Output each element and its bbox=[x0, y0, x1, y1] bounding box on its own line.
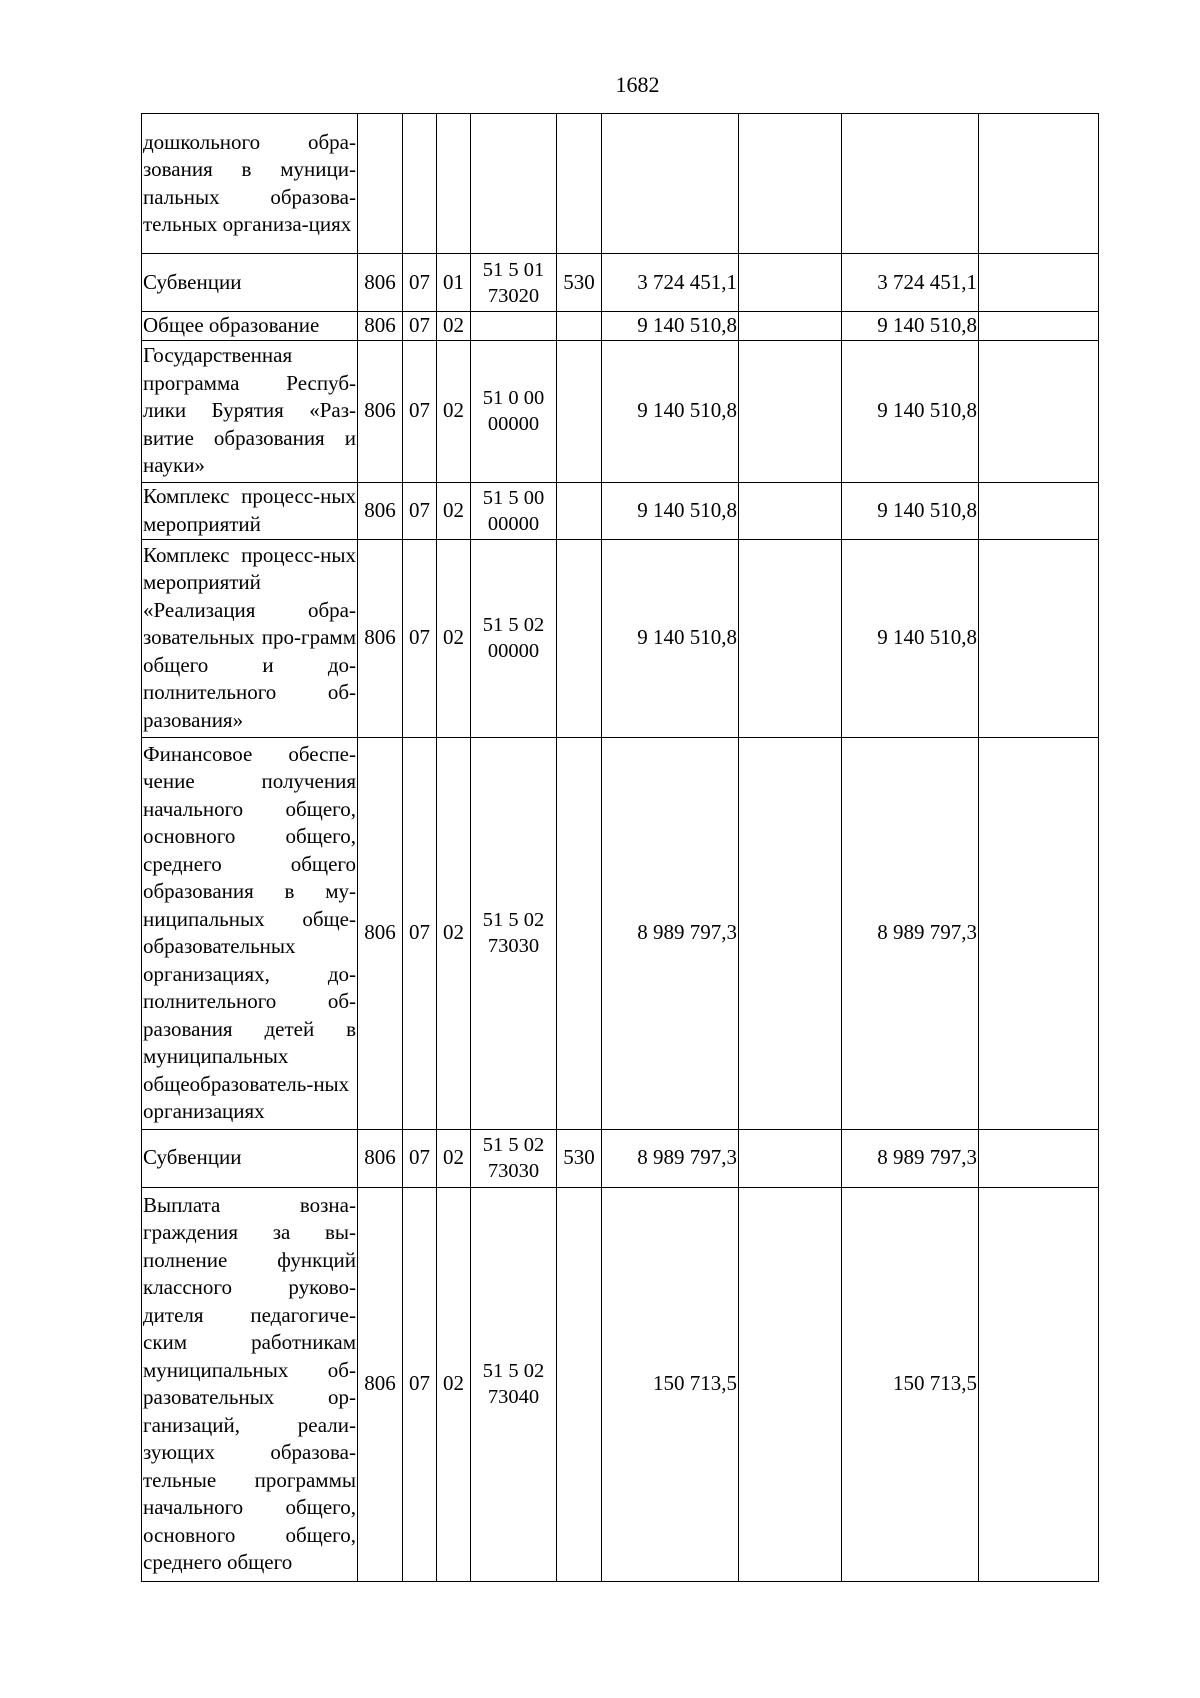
target-article-part1: 51 5 02 bbox=[482, 1360, 545, 1382]
empty-cell bbox=[739, 737, 842, 1129]
empty-cell bbox=[739, 114, 842, 254]
target-article-part2: 73040 bbox=[487, 1386, 540, 1408]
empty-cell bbox=[979, 1187, 1099, 1581]
target-article-part1: 51 0 00 bbox=[482, 387, 545, 409]
target-article-code bbox=[471, 340, 557, 482]
table-row bbox=[142, 1187, 1099, 1581]
amount-total: 8 989 797,3 bbox=[842, 737, 979, 1129]
amount: 150 713,5 bbox=[602, 1187, 739, 1581]
admin-code: 806 bbox=[358, 737, 403, 1129]
empty-cell bbox=[979, 1129, 1099, 1187]
section-code: 07 bbox=[403, 539, 437, 737]
subsection-code: 01 bbox=[437, 254, 471, 312]
section-code: 07 bbox=[403, 482, 437, 539]
admin-code: 806 bbox=[358, 482, 403, 539]
empty-cell bbox=[979, 482, 1099, 539]
section-code: 07 bbox=[403, 1187, 437, 1581]
subsection-code: 02 bbox=[437, 737, 471, 1129]
empty-cell bbox=[739, 1187, 842, 1581]
expense-type-code: 530 bbox=[557, 254, 602, 312]
expense-type-code: 530 bbox=[557, 1129, 602, 1187]
table-row bbox=[142, 737, 1099, 1129]
empty-cell bbox=[979, 254, 1099, 312]
target-article-part2: 00000 bbox=[487, 413, 540, 435]
expense-type-code bbox=[557, 737, 602, 1129]
target-article-part1: 51 5 02 bbox=[482, 909, 545, 931]
expense-type-code bbox=[557, 539, 602, 737]
amount: 8 989 797,3 bbox=[602, 1129, 739, 1187]
empty-cell bbox=[979, 114, 1099, 254]
admin-code: 806 bbox=[358, 1187, 403, 1581]
target-article-code bbox=[471, 482, 557, 539]
expense-type-code bbox=[557, 1187, 602, 1581]
section-code: 07 bbox=[403, 254, 437, 312]
subsection-code: 02 bbox=[437, 1129, 471, 1187]
expense-type-code bbox=[557, 114, 602, 254]
subsection-code: 02 bbox=[437, 312, 471, 341]
target-article-part2: 73030 bbox=[487, 935, 540, 957]
target-article-code bbox=[471, 1187, 557, 1581]
item-name: Субвенции bbox=[142, 254, 358, 312]
amount-total: 9 140 510,8 bbox=[842, 312, 979, 341]
empty-cell bbox=[739, 254, 842, 312]
empty-cell bbox=[739, 312, 842, 341]
amount: 8 989 797,3 bbox=[602, 737, 739, 1129]
amount bbox=[602, 114, 739, 254]
section-code: 07 bbox=[403, 340, 437, 482]
amount: 3 724 451,1 bbox=[602, 254, 739, 312]
item-name: Комплекс процесс-ных мероприятий «Реализация обра-зовательных про-грамм общего и до-полнительного об-разования» bbox=[142, 539, 358, 737]
empty-cell bbox=[739, 539, 842, 737]
budget-table bbox=[141, 113, 1099, 1582]
item-name: дошкольного обра-зования в муници-пальных образова-тельных организа-циях bbox=[142, 114, 358, 254]
admin-code bbox=[358, 114, 403, 254]
empty-cell bbox=[739, 482, 842, 539]
admin-code: 806 bbox=[358, 539, 403, 737]
section-code: 07 bbox=[403, 312, 437, 341]
page-number: 1682 bbox=[615, 72, 660, 97]
subsection-code: 02 bbox=[437, 340, 471, 482]
expense-type-code bbox=[557, 482, 602, 539]
subsection-code: 02 bbox=[437, 539, 471, 737]
item-name: Финансовое обеспе-чение получения начального общего, основного общего, среднего общего образования в му-ниципальных обще-образовательных организациях, до-полнительного об-разования детей в муниципальных общеобразователь-ных организациях bbox=[142, 737, 358, 1129]
section-code: 07 bbox=[403, 1129, 437, 1187]
amount-total: 9 140 510,8 bbox=[842, 340, 979, 482]
table-row bbox=[142, 539, 1099, 737]
amount-total: 9 140 510,8 bbox=[842, 482, 979, 539]
target-article-code bbox=[471, 114, 557, 254]
table-row bbox=[142, 114, 1099, 254]
admin-code: 806 bbox=[358, 340, 403, 482]
admin-code: 806 bbox=[358, 254, 403, 312]
amount-total: 3 724 451,1 bbox=[842, 254, 979, 312]
table-row bbox=[142, 254, 1099, 312]
table-row bbox=[142, 340, 1099, 482]
expense-type-code bbox=[557, 312, 602, 341]
target-article-part1: 51 5 01 bbox=[482, 258, 545, 281]
amount-total: 9 140 510,8 bbox=[842, 539, 979, 737]
section-code: 07 bbox=[403, 737, 437, 1129]
target-article-code bbox=[471, 254, 557, 312]
amount: 9 140 510,8 bbox=[602, 312, 739, 341]
empty-cell bbox=[979, 539, 1099, 737]
item-name: Комплекс процесс-ных мероприятий bbox=[142, 482, 358, 539]
empty-cell bbox=[979, 312, 1099, 341]
expense-type-code bbox=[557, 340, 602, 482]
admin-code: 806 bbox=[358, 1129, 403, 1187]
amount-total: 8 989 797,3 bbox=[842, 1129, 979, 1187]
empty-cell bbox=[979, 340, 1099, 482]
amount: 9 140 510,8 bbox=[602, 482, 739, 539]
target-article-part2: 00000 bbox=[487, 512, 540, 535]
table-row bbox=[142, 482, 1099, 539]
target-article-part2: 00000 bbox=[487, 640, 540, 662]
table-row bbox=[142, 1129, 1099, 1187]
target-article-part2: 73030 bbox=[487, 1160, 540, 1182]
amount-total bbox=[842, 114, 979, 254]
admin-code: 806 bbox=[358, 312, 403, 341]
subsection-code: 02 bbox=[437, 1187, 471, 1581]
target-article-part1: 51 5 00 bbox=[482, 486, 545, 509]
subsection-code bbox=[437, 114, 471, 254]
item-name: Субвенции bbox=[142, 1129, 358, 1187]
target-article-part2: 73020 bbox=[487, 284, 540, 307]
empty-cell bbox=[979, 737, 1099, 1129]
empty-cell bbox=[739, 1129, 842, 1187]
empty-cell bbox=[739, 340, 842, 482]
amount-total: 150 713,5 bbox=[842, 1187, 979, 1581]
target-article-code bbox=[471, 1129, 557, 1187]
target-article-code bbox=[471, 539, 557, 737]
subsection-code: 02 bbox=[437, 482, 471, 539]
amount: 9 140 510,8 bbox=[602, 340, 739, 482]
amount: 9 140 510,8 bbox=[602, 539, 739, 737]
target-article-part1: 51 5 02 bbox=[482, 614, 545, 636]
item-name: Выплата возна-граждения за вы-полнение функций классного руково-дителя педагогиче-ским работникам муниципальных об-разовательных ор-ганизаций, реали-зующих образова-тельные программы начального общего, основного общего, среднего общего bbox=[142, 1187, 358, 1581]
section-code bbox=[403, 114, 437, 254]
item-name: Государственная программа Респуб-лики Бурятия «Раз-витие образования и науки» bbox=[142, 340, 358, 482]
target-article-code bbox=[471, 312, 557, 341]
target-article-code bbox=[471, 737, 557, 1129]
item-name: Общее образование bbox=[142, 312, 358, 341]
target-article-part1: 51 5 02 bbox=[482, 1134, 545, 1156]
table-row bbox=[142, 312, 1099, 341]
